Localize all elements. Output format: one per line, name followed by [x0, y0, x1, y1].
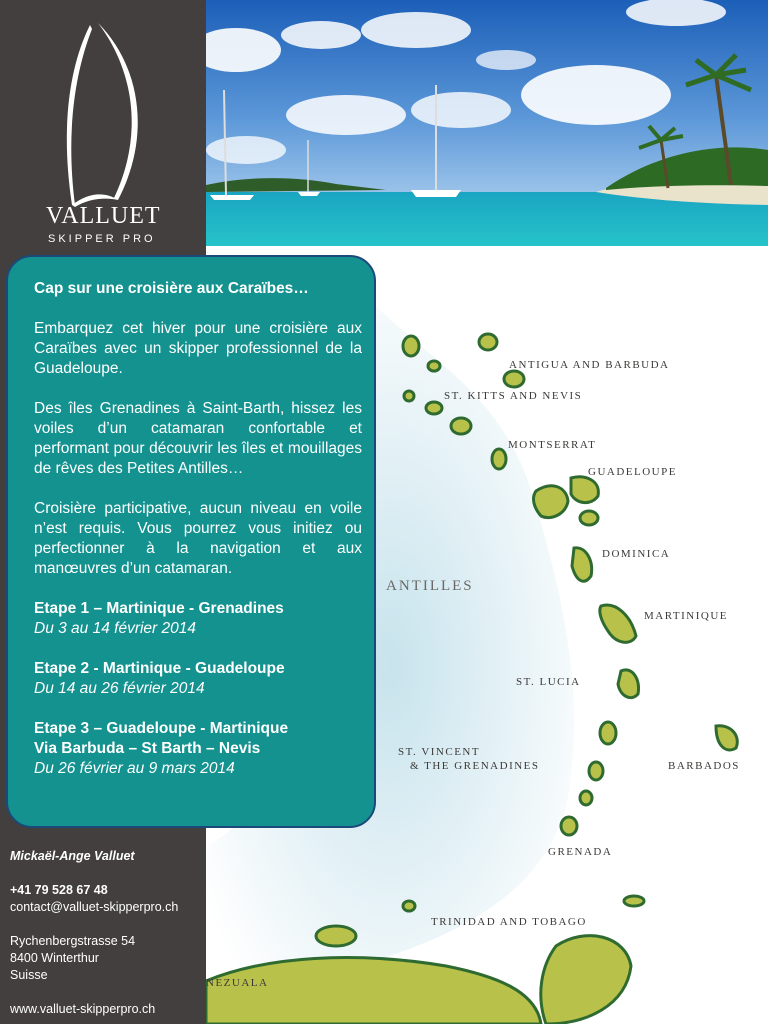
intro-paragraph: Embarquez cet hiver pour une croisière aux Caraïbes avec un skipper professionnel de la Guadeloupe.: [34, 320, 362, 377]
caribbean-beach-photo: [206, 0, 768, 246]
map-label-dominica: DOMINICA: [602, 548, 671, 560]
contact-website[interactable]: www.valluet-skipperpro.ch: [10, 1002, 156, 1016]
map-label-barbados: BARBADOS: [668, 760, 740, 772]
cruise-title: Cap sur une croisière aux Caraïbes…: [34, 280, 309, 297]
stage-2-title: Etape 2 - Martinique - Guadeloupe: [34, 660, 285, 677]
map-label-guadeloupe: GUADELOUPE: [588, 466, 677, 478]
contact-block: [10, 848, 206, 1018]
islands-paragraph: Des îles Grenadines à Saint-Barth, hissez les voiles d’un catamaran confortable et performant pour découvrir les îles et mouillages de rêves des Petites Antilles…: [34, 400, 362, 477]
map-label-antilles: ANTILLES: [386, 578, 474, 594]
contact-phone: +41 79 528 67 48: [10, 883, 108, 897]
map-label-stkitts: ST. KITTS AND NEVIS: [444, 390, 583, 402]
contact-street: Rychenbergstrasse 54: [10, 934, 136, 948]
map-label-trinidad: TRINIDAD AND TOBAGO: [431, 916, 587, 928]
stage-3-dates: Du 26 février au 9 mars 2014: [34, 760, 235, 777]
map-label-antigua: ANTIGUA AND BARBUDA: [509, 359, 670, 371]
map-label-venezuela: NEZUALA: [206, 977, 269, 989]
contact-country: Suisse: [10, 968, 48, 982]
map-label-grenada: GRENADA: [548, 846, 613, 858]
map-label-montserrat: MONTSERRAT: [508, 439, 597, 451]
map-label-grenadines: & THE GRENADINES: [410, 760, 540, 772]
stage-1-dates: Du 3 au 14 février 2014: [34, 620, 196, 637]
stage-3-title: Etape 3 – Guadeloupe - Martinique: [34, 720, 289, 737]
contact-email[interactable]: contact@valluet-skipperpro.ch: [10, 900, 179, 914]
stage-3-route: Via Barbuda – St Barth – Nevis: [34, 740, 261, 757]
stage-1-title: Etape 1 – Martinique - Grenadines: [34, 600, 284, 617]
stage-2-dates: Du 14 au 26 février 2014: [34, 680, 205, 697]
map-label-stlucia: ST. LUCIA: [516, 676, 581, 688]
brand-subtitle: SKIPPER PRO: [48, 233, 156, 245]
contact-name: Mickaël-Ange Valluet: [10, 849, 135, 863]
map-label-stvincent: ST. VINCENT: [398, 746, 481, 758]
brand-name: VALLUET: [46, 203, 161, 229]
participation-paragraph: Croisière participative, aucun niveau en voile n’est requis. Vous pourrez vous initiez ou perfectionner à la navigation et aux manœuvres d’un catamaran.: [34, 500, 362, 577]
contact-city: 8400 Winterthur: [10, 951, 99, 965]
map-label-martinique: MARTINIQUE: [644, 610, 728, 622]
cruise-info-box: [6, 255, 376, 828]
